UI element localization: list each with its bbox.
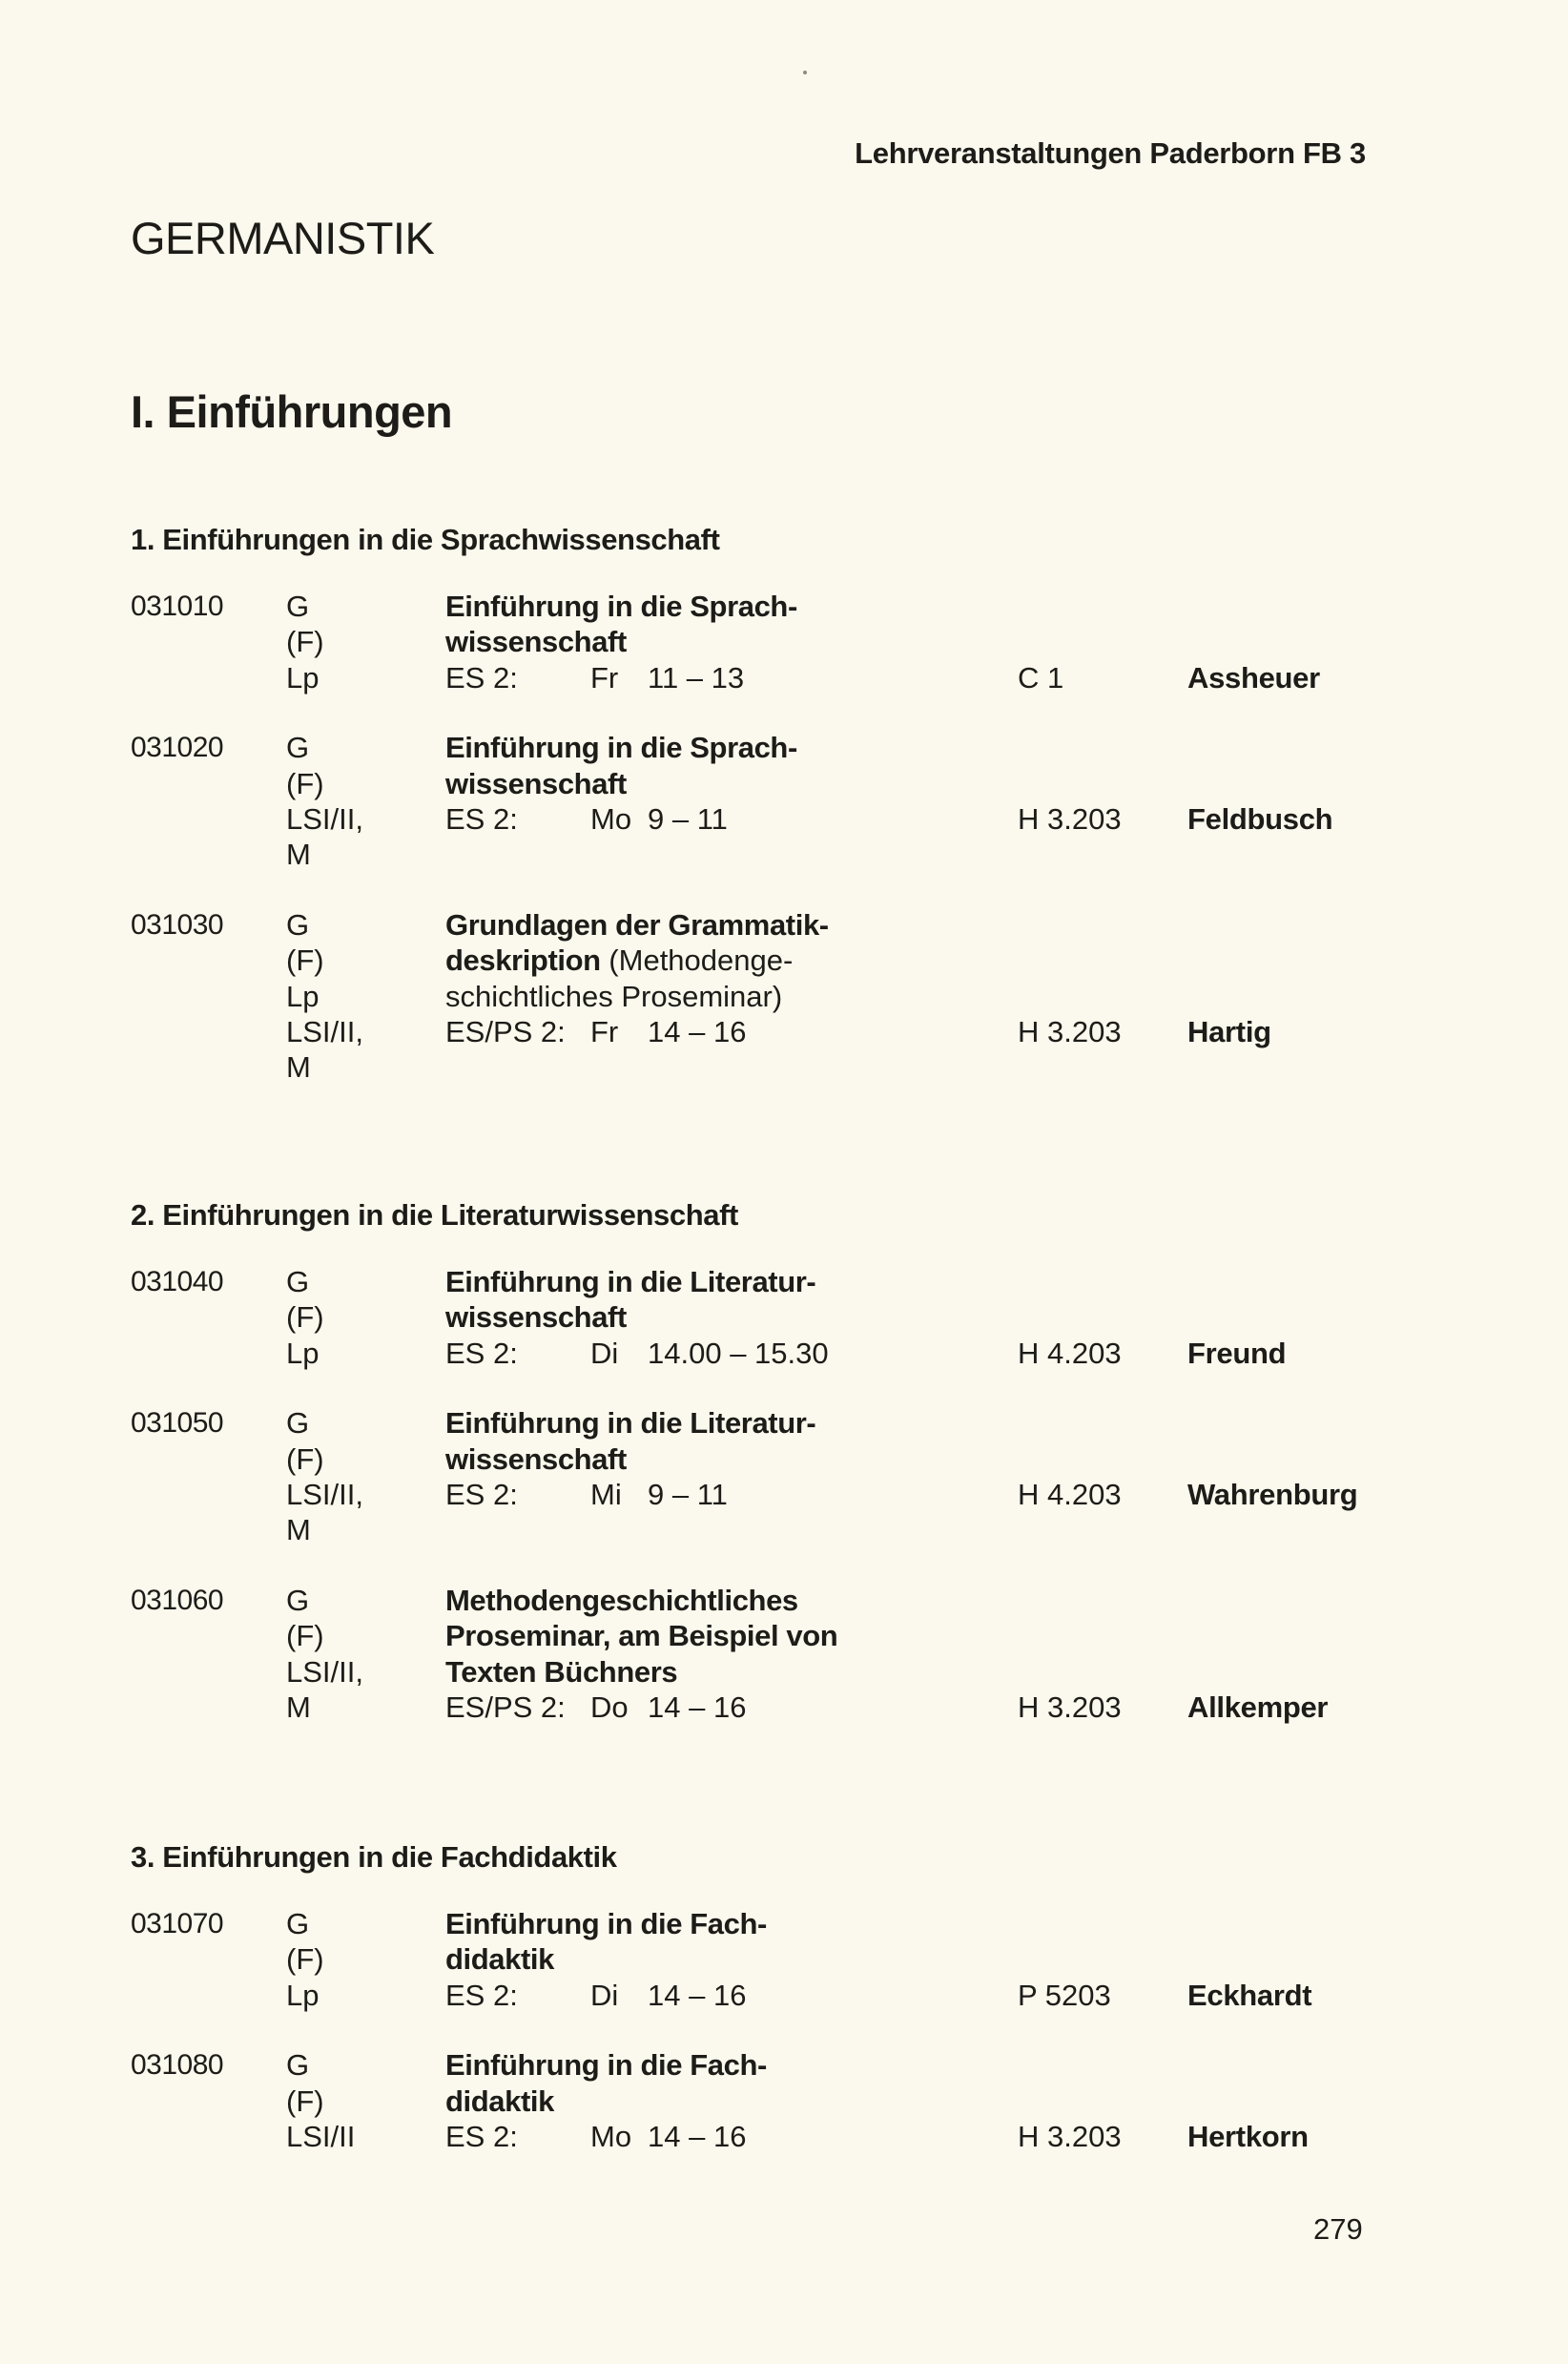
course-codes bbox=[286, 589, 448, 695]
course-title-line bbox=[445, 1405, 980, 1441]
course-title-line bbox=[445, 1264, 980, 1299]
course-title-line bbox=[445, 943, 980, 978]
course-number: 031050 bbox=[131, 1407, 224, 1440]
course-codes bbox=[286, 1264, 448, 1371]
course-schedule bbox=[445, 1978, 746, 2013]
course-code: Lp bbox=[286, 1336, 320, 1370]
course-code: Lp bbox=[286, 1978, 320, 2012]
course-lecturer: Wahrenburg bbox=[1187, 1477, 1358, 1511]
course-title-segment: wissenschaft bbox=[445, 766, 627, 800]
course-code: M bbox=[286, 1690, 311, 1724]
course-title-segment: Einführung in die Sprach- bbox=[445, 590, 797, 623]
course-code: G bbox=[286, 1406, 310, 1441]
course-title-segment: Einführung in die Sprach- bbox=[445, 731, 797, 765]
course-title-line bbox=[445, 1654, 980, 1690]
course-title-line bbox=[445, 1941, 980, 1977]
course-schedule bbox=[445, 1014, 746, 1049]
course-title-segment: Einführung in die Fach- bbox=[445, 2048, 767, 2083]
course-time: 9 – 11 bbox=[648, 1477, 728, 1511]
course-entry bbox=[131, 589, 1399, 695]
course-time: 14 – 16 bbox=[648, 1014, 747, 1048]
course-time: 14.00 – 15.30 bbox=[648, 1336, 829, 1370]
section-sprachwissenschaft bbox=[131, 522, 1399, 1086]
chapter-title: I. Einführungen bbox=[131, 386, 453, 437]
course-code: (F) bbox=[286, 1942, 324, 1977]
course-schedule bbox=[445, 660, 744, 695]
course-title-segment: Texten Büchners bbox=[445, 1654, 678, 1689]
course-schedule bbox=[445, 2119, 746, 2154]
course-title-line bbox=[445, 2084, 980, 2119]
course-title-line bbox=[445, 2047, 980, 2083]
course-room: H 3.203 bbox=[1018, 2119, 1122, 2153]
course-code: (F) bbox=[286, 625, 324, 659]
course-code: G bbox=[286, 1583, 310, 1617]
course-lecturer: Hartig bbox=[1187, 1014, 1271, 1048]
course-code: (F) bbox=[286, 1441, 324, 1476]
course-type: ES 2: bbox=[445, 1336, 518, 1370]
course-entry bbox=[131, 2047, 1399, 2154]
course-title bbox=[445, 1405, 980, 1477]
course-type: ES 2: bbox=[445, 1477, 518, 1511]
course-number: 031010 bbox=[131, 591, 224, 622]
course-title-line bbox=[445, 1618, 980, 1653]
course-code: LSI/II bbox=[286, 2119, 356, 2153]
course-title bbox=[445, 1264, 980, 1336]
course-room: C 1 bbox=[1018, 660, 1064, 695]
course-lecturer: Hertkorn bbox=[1187, 2119, 1309, 2153]
course-number: 031070 bbox=[131, 1908, 224, 1939]
course-title-segment: didaktik bbox=[445, 2084, 554, 2118]
course-code: M bbox=[286, 1050, 311, 1085]
course-title-line bbox=[445, 1299, 980, 1335]
course-code: LSI/II, bbox=[286, 801, 363, 836]
course-codes bbox=[286, 1405, 448, 1548]
course-day: Mi bbox=[590, 1477, 622, 1511]
course-time: 11 – 13 bbox=[648, 660, 745, 695]
course-number: 031040 bbox=[131, 1266, 224, 1297]
course-codes bbox=[286, 907, 448, 1086]
course-title-segment: wissenschaft bbox=[445, 1300, 627, 1335]
course-time: 14 – 16 bbox=[648, 1690, 747, 1724]
section-fachdidaktik bbox=[131, 1839, 1399, 2154]
course-schedule bbox=[445, 801, 728, 837]
course-codes bbox=[286, 1906, 448, 2013]
course-title-segment: deskription bbox=[445, 944, 601, 978]
course-day: Di bbox=[590, 1336, 619, 1370]
course-entry bbox=[131, 1264, 1399, 1371]
course-code: (F) bbox=[286, 766, 324, 800]
course-room: H 4.203 bbox=[1018, 1477, 1122, 1511]
course-title-segment: Methodengeschichtliches bbox=[445, 1583, 798, 1617]
course-code: (F) bbox=[286, 2084, 324, 2118]
course-title bbox=[445, 2047, 980, 2119]
course-title-segment: (Methodenge- bbox=[600, 944, 794, 978]
course-room: H 4.203 bbox=[1018, 1336, 1122, 1370]
course-code: G bbox=[286, 907, 310, 942]
course-title-segment: schichtliches Proseminar) bbox=[445, 979, 783, 1013]
course-entry bbox=[131, 907, 1399, 1086]
course-schedule bbox=[445, 1690, 746, 1725]
course-code: M bbox=[286, 838, 311, 872]
course-number: 031080 bbox=[131, 2049, 224, 2082]
course-title-segment: didaktik bbox=[445, 1942, 554, 1977]
course-title-line bbox=[445, 624, 980, 659]
course-day: Fr bbox=[590, 1014, 619, 1048]
course-day: Fr bbox=[590, 660, 619, 695]
course-codes bbox=[286, 730, 448, 873]
course-lecturer: Allkemper bbox=[1187, 1690, 1329, 1724]
department-title: GERMANISTIK bbox=[131, 213, 435, 263]
section-title: 2. Einführungen in die Literaturwissenschaft bbox=[131, 1198, 738, 1232]
course-title bbox=[445, 730, 980, 801]
course-title-segment: wissenschaft bbox=[445, 625, 627, 659]
course-time: 14 – 16 bbox=[648, 1978, 747, 2012]
course-type: ES/PS 2: bbox=[445, 1690, 566, 1724]
course-title-line bbox=[445, 730, 980, 765]
course-day: Di bbox=[590, 1978, 619, 2012]
course-room: H 3.203 bbox=[1018, 801, 1122, 836]
course-type: ES 2: bbox=[445, 660, 518, 695]
course-room: H 3.203 bbox=[1018, 1014, 1122, 1048]
course-codes bbox=[286, 2047, 448, 2154]
course-title bbox=[445, 907, 980, 1014]
course-entry bbox=[131, 1583, 1399, 1726]
course-title bbox=[445, 1906, 980, 1978]
course-time: 14 – 16 bbox=[648, 2119, 747, 2153]
course-schedule bbox=[445, 1477, 728, 1512]
course-title bbox=[445, 1583, 980, 1690]
course-code: LSI/II, bbox=[286, 1014, 363, 1048]
course-type: ES 2: bbox=[445, 801, 518, 836]
course-day: Mo bbox=[590, 801, 632, 836]
course-type: ES 2: bbox=[445, 1978, 518, 2012]
course-title-segment: Einführung in die Literatur- bbox=[445, 1406, 816, 1441]
course-title-segment: Grundlagen der Grammatik- bbox=[445, 907, 829, 942]
course-code: G bbox=[286, 731, 310, 765]
course-room: H 3.203 bbox=[1018, 1690, 1122, 1724]
section-title: 1. Einführungen in die Sprachwissenschaft bbox=[131, 523, 720, 556]
course-title-segment: Einführung in die Fach- bbox=[445, 1907, 767, 1940]
course-code: G bbox=[286, 1265, 310, 1298]
course-title-segment: Proseminar, am Beispiel von bbox=[445, 1619, 838, 1653]
course-title-line bbox=[445, 1583, 980, 1618]
course-code: G bbox=[286, 1907, 310, 1940]
course-title-line bbox=[445, 1441, 980, 1477]
course-title-line bbox=[445, 766, 980, 801]
course-lecturer: Eckhardt bbox=[1187, 1978, 1312, 2012]
course-code: Lp bbox=[286, 979, 320, 1013]
course-code: LSI/II, bbox=[286, 1654, 363, 1689]
course-code: (F) bbox=[286, 1300, 324, 1335]
course-day: Do bbox=[590, 1690, 629, 1724]
course-day: Mo bbox=[590, 2119, 632, 2153]
course-entry bbox=[131, 1906, 1399, 2013]
course-code: (F) bbox=[286, 1619, 324, 1653]
course-title-line bbox=[445, 589, 980, 624]
course-title-line bbox=[445, 907, 980, 943]
course-title-segment: Einführung in die Literatur- bbox=[445, 1265, 816, 1298]
course-title bbox=[445, 589, 980, 660]
course-number: 031030 bbox=[131, 908, 224, 941]
course-lecturer: Feldbusch bbox=[1187, 801, 1333, 836]
course-number: 031020 bbox=[131, 732, 224, 764]
course-code: LSI/II, bbox=[286, 1477, 363, 1511]
course-title-segment: wissenschaft bbox=[445, 1441, 627, 1476]
course-code: M bbox=[286, 1513, 311, 1547]
print-speck bbox=[803, 71, 807, 74]
course-time: 9 – 11 bbox=[648, 801, 728, 836]
course-code: G bbox=[286, 590, 310, 623]
page-number: 279 bbox=[1313, 2212, 1363, 2246]
course-title-line bbox=[445, 1906, 980, 1941]
course-code: (F) bbox=[286, 944, 324, 978]
course-type: ES 2: bbox=[445, 2119, 518, 2153]
course-number: 031060 bbox=[131, 1584, 224, 1616]
course-title-line bbox=[445, 979, 980, 1014]
course-code: G bbox=[286, 2048, 310, 2083]
course-lecturer: Freund bbox=[1187, 1336, 1287, 1370]
course-codes bbox=[286, 1583, 448, 1726]
course-room: P 5203 bbox=[1018, 1978, 1111, 2012]
course-schedule bbox=[445, 1336, 829, 1371]
running-head: Lehrveranstaltungen Paderborn FB 3 bbox=[855, 136, 1366, 170]
section-literaturwissenschaft bbox=[131, 1197, 1399, 1725]
course-code: Lp bbox=[286, 660, 320, 695]
course-entry bbox=[131, 1405, 1399, 1548]
course-lecturer: Assheuer bbox=[1187, 660, 1320, 695]
course-type: ES/PS 2: bbox=[445, 1014, 566, 1048]
section-title: 3. Einführungen in die Fachdidaktik bbox=[131, 1840, 617, 1874]
course-entry bbox=[131, 730, 1399, 873]
